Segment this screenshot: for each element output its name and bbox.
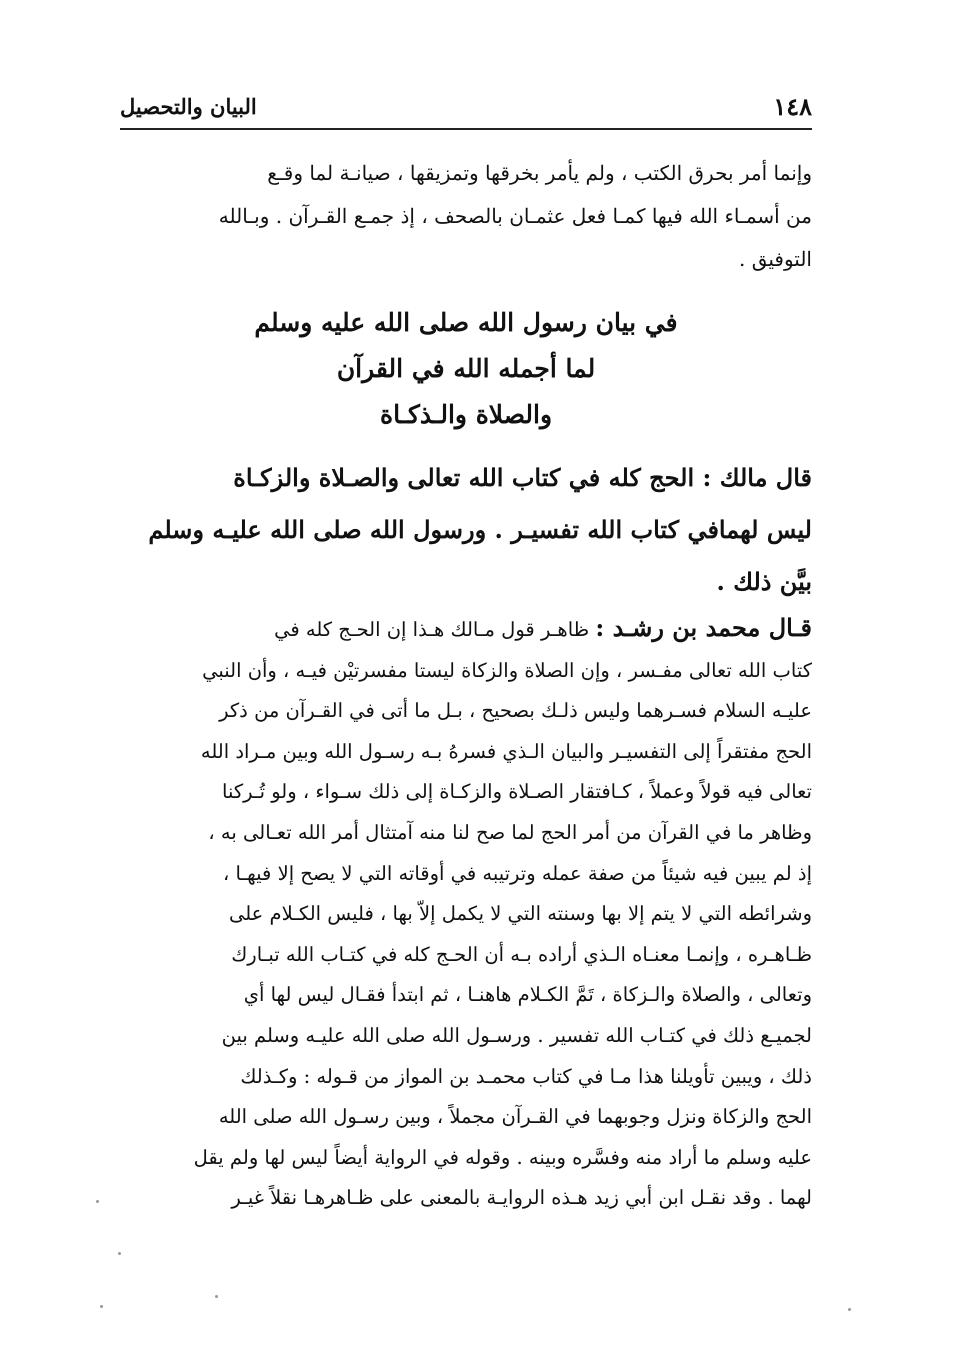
text-line: ظـاهـره ، وإنمـا معنـاه الـذي أراده بـه أن الحـج كله في كتـاب الله تبـارك	[231, 942, 812, 966]
text-line: عليـه السلام فسـرهما وليس ذلـك بصحيح ، بـل ما أتى في القـرآن من ذكر	[219, 699, 812, 723]
text-line	[120, 608, 812, 651]
malik-quote	[120, 452, 812, 608]
text-line: الحج والزكاة ونزل وجوبهما في القـرآن مجملاً ، وبين رسـول الله صلى الله	[218, 1105, 812, 1129]
scan-speck	[215, 1295, 218, 1298]
ibn-rushd-commentary	[120, 608, 812, 1219]
text-line: وظاهر ما في القرآن من أمر الحج لما صح لنا منه آمتثال أمر الله تعـالى به ،	[208, 820, 812, 844]
scan-speck	[96, 1200, 99, 1203]
text-line: ذلك ، ويبين تأويلنا هذا مـا في كتاب محمـد بن المواز من قـوله : وكـذلك	[240, 1064, 812, 1088]
text-line: عليه وسلم ما أراد منه وفسَّره وبينه . وقوله في الرواية أيضاً ليس لها ولم يقل	[193, 1145, 812, 1169]
text-line: من أسمـاء الله فيها كمـا فعل عثمـان بالصحف ، إذ جمـع القـرآن . وبـالله	[218, 204, 812, 228]
page-number: ١٤٨	[773, 92, 812, 121]
text-line	[120, 452, 812, 504]
text-line: التوفيق .	[738, 247, 812, 271]
quote-lead: قال مالك :	[702, 463, 812, 492]
text-line: لجميـع ذلك في كتـاب الله تفسير . ورسـول الله صلى الله عليـه وسلم بين	[221, 1023, 812, 1047]
running-header	[120, 92, 812, 122]
header-rule	[120, 128, 812, 130]
text-line: لهما . وقد نقـل ابن أبي زيد هـذه الروايـة بالمعنى على ظـاهرهـا نقلاً غيـر	[231, 1186, 812, 1210]
scan-speck	[848, 1308, 851, 1311]
text-line: إذ لم يبين فيه شيئاً من صفة عمله وترتيبه في أوقاته التي لا يصح إلا فيهـا ،	[223, 861, 812, 885]
text-line: وتعالى ، والصلاة والـزكاة ، تَمَّ الكـلام هاهنـا ، ثم ابتدأ فقـال ليس لها أي	[243, 983, 812, 1007]
text-line: تعالى فيه قولاً وعملاً ، كـافتقار الصـلاة والزكـاة إلى ذلك سـواء ، ولو تُـركنا	[222, 780, 812, 804]
scan-speck	[118, 1252, 121, 1255]
text-line: وشرائطه التي لا يتم إلا بها وسنته التي لا يكمل إلاّ بها ، فليس الكـلام على	[228, 902, 812, 926]
text-line: بيَّن ذلك .	[716, 567, 812, 596]
text-line: وإنما أمر بحرق الكتب ، ولم يأمر بخرقها وتمزيقها ، صيانـة لما وقـع	[267, 161, 812, 185]
text-line: الحج مفتقراً إلى التفسيـر والبيان الـذي فسرهُ بـه رسـول الله وبين مـراد الله	[200, 739, 812, 763]
heading-line: في بيان رسول الله صلى الله عليه وسلم	[254, 308, 678, 337]
section-heading	[120, 300, 812, 438]
heading-line: والصلاة والـذكـاة	[379, 400, 553, 429]
text-line: كتاب الله تعالى مفـسر ، وإن الصلاة والزكاة ليستا مفسرتيْن فيـه ، وأن النبي	[202, 658, 812, 682]
commentary-text: ظاهـر قول مـالك هـذا إن الحـج كله في	[274, 618, 590, 641]
heading-line: لما أجمله الله في القرآن	[336, 354, 596, 383]
commentary-lead: قـال محمد بن رشـد :	[595, 613, 812, 642]
intro-paragraph	[120, 152, 812, 281]
running-title: البيان والتحصيل	[120, 94, 257, 119]
quote-text: الحج كله في كتاب الله تعالى والصـلاة والزكـاة	[233, 463, 695, 492]
scan-speck	[100, 1305, 103, 1308]
text-line: ليس لهمافي كتاب الله تفسيـر . ورسول الله صلى الله عليـه وسلم	[148, 515, 812, 544]
